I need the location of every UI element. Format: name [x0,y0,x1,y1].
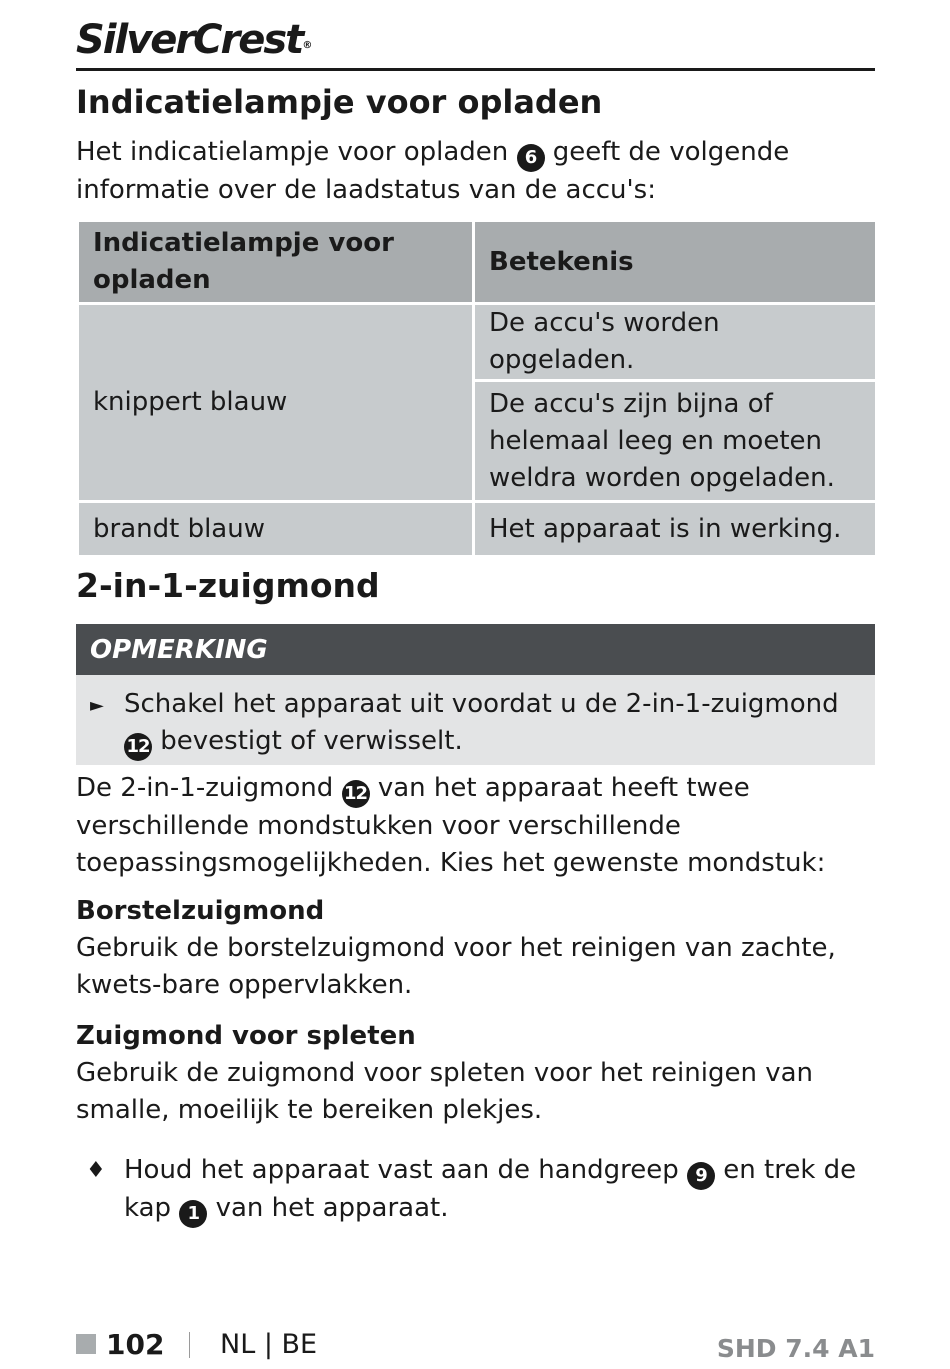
table-cell-meaning: De accu's zijn bijna of helemaal leeg en moeten weldra worden opgeladen. [474,381,877,502]
indicator-table [76,219,878,558]
nozzle-paragraph [76,770,886,882]
page-number: 102 [106,1328,165,1361]
arrow-bullet-icon: ► [90,695,104,716]
step-text-2: en trek de kap [124,1155,857,1223]
step-text-1: Houd het apparaat vast aan de handgreep [124,1155,679,1185]
note-header [76,624,875,675]
table-cell-indicator: brandt blauw [78,502,474,557]
model-number: SHD 7.4 A1 [716,1334,875,1363]
brand-logo [76,18,312,62]
page-footer [76,1325,875,1365]
ref-number-9: 9 [687,1162,715,1190]
note-heading: OPMERKING [90,635,268,665]
crevice-nozzle-text: Gebruik de zuigmond voor spleten voor het reinigen van smalle, moeilijk te bereiken plekjes. [76,1058,813,1125]
square-marker-icon [76,1334,96,1354]
brush-nozzle-title: Borstelzuigmond [76,896,325,926]
table-header-indicator: Indicatielampje voor opladen [78,221,474,304]
intro-paragraph [76,134,876,209]
note-text-2: bevestigt of verwisselt. [160,726,463,756]
brush-nozzle-text: Gebruik de borstelzuigmond voor het reinigen van zachte, kwets-bare oppervlakken. [76,933,836,1000]
footer-divider [189,1332,190,1358]
table-cell-meaning: Het apparaat is in werking. [474,502,877,557]
diamond-bullet-icon: ♦ [86,1158,106,1183]
step-text [124,1152,874,1228]
ref-number-12: 12 [124,733,152,761]
note-text [124,686,854,761]
step-text-3: van het apparaat. [215,1193,449,1223]
logo-text: SilverCrest [76,17,303,63]
table-cell-indicator: knippert blauw [78,304,474,502]
crevice-nozzle-title: Zuigmond voor spleten [76,1021,416,1051]
ref-number-12: 12 [342,780,370,808]
language-label: NL | BE [220,1329,318,1360]
table-header-meaning: Betekenis [474,221,877,304]
note-text-1: Schakel het apparaat uit voordat u de 2-in-1-zuigmond [124,689,839,719]
note-box [76,675,875,765]
ref-number-1: 1 [179,1200,207,1228]
crevice-nozzle-block [76,1018,876,1129]
intro-text-1: Het indicatielampje voor opladen [76,137,509,167]
brush-nozzle-block [76,893,876,1004]
section-title-nozzle: 2-in-1-zuigmond [76,566,380,605]
ref-number-6: 6 [517,144,545,172]
section-title-charging-indicator: Indicatielampje voor opladen [76,83,603,121]
para-text-2: van het apparaat heeft twee verschillende mondstukken voor verschillende toepassingsmogelijkheden. Kies het gewenste mondstuk: [76,773,826,878]
para-text-1: De 2-in-1-zuigmond [76,773,334,803]
registered-mark: ® [302,40,313,51]
table-cell-meaning: De accu's worden opgeladen. [474,304,877,381]
intro-text-2: geeft de volgende informatie over de laadstatus van de accu's: [76,137,790,205]
header-rule [76,68,875,71]
